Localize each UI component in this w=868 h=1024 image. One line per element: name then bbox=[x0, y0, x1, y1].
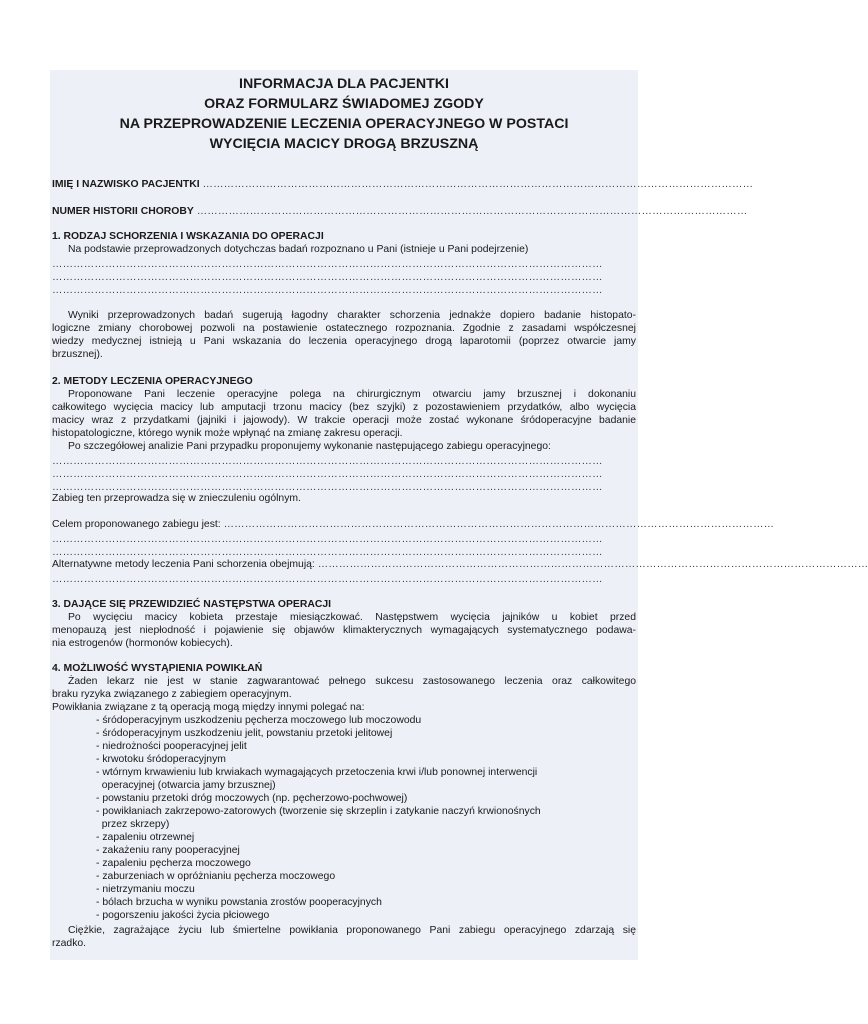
list-item: - pogorszeniu jakości życia płciowego bbox=[96, 910, 270, 921]
list-item: - niedrożności pooperacyjnej jelit bbox=[96, 741, 247, 752]
paragraph-line: Ciężkie, zagrażające życiu lub śmiertelne powikłania proponowanego Pani zabiegu operacyjnego zdarzają się bbox=[68, 925, 636, 936]
list-item: - krwotoku śródoperacyjnym bbox=[96, 754, 226, 765]
goal-field[interactable] bbox=[52, 518, 775, 531]
paragraph-line: Powikłania związane z tą operacją mogą między innymi polegać na: bbox=[52, 702, 365, 713]
list-item: - śródoperacyjnym uszkodzeniu pęcherza moczowego lub moczowodu bbox=[96, 715, 422, 726]
paragraph-line: wiedzy medycznej istnieją u Pani wskazania do leczenia operacyjnego drogą laparotomii (poprzez otwarcie jamy bbox=[52, 336, 636, 347]
paragraph-line: brzusznej). bbox=[52, 349, 103, 360]
list-item: - bólach brzucha w wyniku powstania zrostów pooperacyjnych bbox=[96, 897, 382, 908]
paragraph-line: rzadko. bbox=[52, 938, 87, 949]
patient-name-label: IMIĘ I NAZWISKO PACJENTKI bbox=[52, 179, 200, 190]
section-2-heading: 2. METODY LECZENIA OPERACYJNEGO bbox=[52, 376, 253, 387]
section-1-heading: 1. RODZAJ SCHORZENIA I WSKAZANIA DO OPERACJI bbox=[52, 231, 324, 242]
list-item: - zapaleniu pęcherza moczowego bbox=[96, 858, 251, 869]
section-1-intro: Na podstawie przeprowadzonych dotychczas badań rozpoznano u Pani (istnieje u Pani podejrzenie) bbox=[68, 244, 529, 255]
title-line: ORAZ FORMULARZ ŚWIADOMEJ ZGODY bbox=[204, 96, 484, 112]
fill-line[interactable]: ………………………………………………………………………………………………………………………………………… bbox=[52, 456, 603, 467]
paragraph-line: Po wycięciu macicy kobieta przestaje miesiączkować. Następstwem wycięcia jajników u kobiet przed bbox=[68, 612, 636, 623]
patient-name-field[interactable] bbox=[52, 178, 754, 191]
paragraph-line: menopauzą jest niepłodność i pojawienie się objawów klimakterycznych wymagających systematycznego podawa- bbox=[52, 625, 636, 636]
paragraph-line: Po szczegółowej analizie Pani przypadku proponujemy wykonanie następującego zabiegu operacyjnego: bbox=[68, 441, 551, 452]
paragraph-line: Żaden lekarz nie jest w stanie zagwarantować pełnego sukcesu zastosowanego leczenia oraz całkowitego bbox=[68, 676, 636, 687]
fill-line: ………………………………………………………………………………………………………………………………………… bbox=[202, 179, 754, 190]
document-title bbox=[50, 74, 638, 154]
title-line: NA PRZEPROWADZENIE LECZENIA OPERACYJNEGO W POSTACI bbox=[119, 116, 569, 132]
title-line: WYCIĘCIA MACICY DROGĄ BRZUSZNĄ bbox=[209, 136, 479, 152]
list-item: operacyjnej (otwarcia jamy brzusznej) bbox=[96, 780, 276, 791]
fill-line[interactable]: ………………………………………………………………………………………………………………………………………… bbox=[52, 574, 603, 585]
paragraph-line: logiczne zmiany chorobowej pozwoli na postawienie ostatecznego rozpoznania. Zgodnie z zasadami współczesnej bbox=[52, 323, 636, 334]
history-number-label: NUMER HISTORII CHOROBY bbox=[52, 206, 194, 217]
history-number-field[interactable] bbox=[52, 205, 748, 218]
paragraph-line: Wyniki przeprowadzonych badań sugerują łagodny charakter schorzenia jednakże dopiero badanie histopato- bbox=[68, 310, 636, 321]
list-item: - powstaniu przetoki dróg moczowych (np. pęcherzowo-pochwowej) bbox=[96, 793, 408, 804]
paragraph-line: braku ryzyka związanego z zabiegiem operacyjnym. bbox=[52, 689, 292, 700]
section-4-heading: 4. MOŻLIWOŚĆ WYSTĄPIENIA POWIKŁAŃ bbox=[52, 663, 263, 674]
list-item: - zaburzeniach w opróżnianiu pęcherza moczowego bbox=[96, 871, 336, 882]
fill-line[interactable]: ………………………………………………………………………………………………………………………………………… bbox=[52, 534, 603, 545]
fill-line[interactable]: ………………………………………………………………………………………………………………………………………… bbox=[52, 482, 603, 493]
list-item: - wtórnym krwawieniu lub krwiakach wymagających przetoczenia krwi i/lub ponownej interwencji bbox=[96, 767, 538, 778]
list-item: - zapaleniu otrzewnej bbox=[96, 832, 195, 843]
fill-line: ………………………………………………………………………………………………………………………………………… bbox=[223, 519, 775, 530]
paragraph-line: Proponowane Pani leczenie operacyjne polega na chirurgicznym otwarciu jamy brzusznej i dokonaniu bbox=[68, 389, 636, 400]
paragraph-line: całkowitego wycięcia macicy lub amputacji trzonu macicy (bez szyjki) z pozostawieniem przydatków, albo wycięcia bbox=[52, 402, 636, 413]
paragraph-line: nia estrogenów (hormonów kobiecych). bbox=[52, 638, 233, 649]
list-item: przez skrzepy) bbox=[96, 819, 170, 830]
goal-label: Celem proponowanego zabiegu jest: bbox=[52, 519, 221, 530]
fill-line[interactable]: ………………………………………………………………………………………………………………………………………… bbox=[52, 272, 603, 283]
fill-line[interactable]: ………………………………………………………………………………………………………………………………………… bbox=[52, 469, 603, 480]
paragraph-line: histopatologiczne, którego wynik może wpłynąć na zmianę zakresu operacji. bbox=[52, 428, 403, 439]
fill-line: ………………………………………………………………………………………………………………………………………… bbox=[317, 559, 868, 570]
fill-line: ………………………………………………………………………………………………………………………………………… bbox=[196, 206, 748, 217]
anesthesia-note: Zabieg ten przeprowadza się w znieczuleniu ogólnym. bbox=[52, 493, 301, 504]
fill-line[interactable]: ………………………………………………………………………………………………………………………………………… bbox=[52, 547, 603, 558]
list-item: - nietrzymaniu moczu bbox=[96, 884, 195, 895]
paragraph-line: macicy wraz z przydatkami (jajniki i jajowody). W trakcie operacji może zostać wykonane śródoperacyjne badanie bbox=[52, 415, 636, 426]
list-item: - śródoperacyjnym uszkodzeniu jelit, powstaniu przetoki jelitowej bbox=[96, 728, 393, 739]
alternatives-label: Alternatywne metody leczenia Pani schorzenia obejmują: bbox=[52, 559, 315, 570]
list-item: - powikłaniach zakrzepowo-zatorowych (tworzenie się skrzeplin i zatykanie naczyń krwionośnych bbox=[96, 806, 541, 817]
section-3-heading: 3. DAJĄCE SIĘ PRZEWIDZIEĆ NASTĘPSTWA OPERACJI bbox=[52, 599, 332, 610]
fill-line[interactable]: ………………………………………………………………………………………………………………………………………… bbox=[52, 259, 603, 270]
fill-line[interactable]: ………………………………………………………………………………………………………………………………………… bbox=[52, 285, 603, 296]
title-line: INFORMACJA DLA PACJENTKI bbox=[239, 76, 449, 92]
list-item: - zakażeniu rany pooperacyjnej bbox=[96, 845, 240, 856]
alternatives-field[interactable] bbox=[52, 558, 868, 571]
